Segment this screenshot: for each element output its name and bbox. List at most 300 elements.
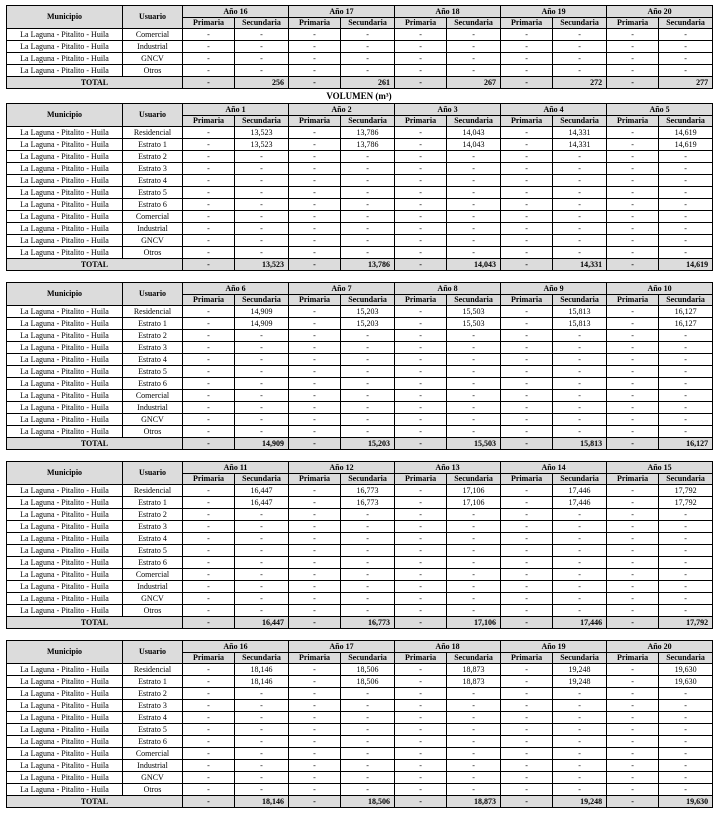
total-primaria-cell: - [289, 617, 341, 629]
primaria-cell: - [395, 378, 447, 390]
primaria-cell: - [289, 199, 341, 211]
usuario-cell: Estrato 3 [123, 163, 183, 175]
municipio-header: Municipio [7, 6, 123, 29]
table-row [7, 330, 713, 342]
secundaria-cell: - [447, 581, 501, 593]
primaria-cell: - [501, 41, 553, 53]
table-row [7, 712, 713, 724]
secundaria-cell: - [235, 378, 289, 390]
primaria-cell: - [289, 151, 341, 163]
total-primaria-cell: - [183, 438, 235, 450]
total-secundaria-cell: 267 [447, 77, 501, 89]
secundaria-cell: - [341, 748, 395, 760]
year-header: Año 7 [289, 283, 395, 295]
primaria-cell: - [183, 485, 235, 497]
table-row [7, 700, 713, 712]
primaria-cell: - [183, 187, 235, 199]
secundaria-cell: - [659, 700, 713, 712]
primaria-cell: - [607, 760, 659, 772]
secundaria-cell: - [447, 390, 501, 402]
secundaria-cell: - [659, 175, 713, 187]
primaria-cell: - [289, 223, 341, 235]
municipio-cell: La Laguna - Pitalito - Huila [7, 712, 123, 724]
secundaria-cell: - [341, 760, 395, 772]
secundaria-cell: - [447, 163, 501, 175]
year-header: Año 17 [289, 641, 395, 653]
primaria-cell: - [183, 354, 235, 366]
primaria-cell: - [183, 664, 235, 676]
secundaria-cell: - [235, 784, 289, 796]
year-header: Año 10 [607, 283, 713, 295]
table-row [7, 53, 713, 65]
year-header: Año 19 [501, 641, 607, 653]
primaria-cell: - [501, 712, 553, 724]
secundaria-cell: - [553, 581, 607, 593]
total-label: TOTAL [7, 796, 183, 808]
primaria-cell: - [395, 676, 447, 688]
primaria-cell: - [183, 247, 235, 259]
primaria-cell: - [501, 127, 553, 139]
primaria-cell: - [607, 378, 659, 390]
primaria-cell: - [289, 497, 341, 509]
municipio-cell: La Laguna - Pitalito - Huila [7, 557, 123, 569]
secundaria-cell: - [235, 569, 289, 581]
primaria-cell: - [607, 485, 659, 497]
municipio-cell: La Laguna - Pitalito - Huila [7, 41, 123, 53]
secundaria-cell: 14,331 [553, 139, 607, 151]
secundaria-cell: 18,146 [235, 676, 289, 688]
secundaria-header: Secundaria [553, 653, 607, 664]
primaria-cell: - [501, 247, 553, 259]
secundaria-cell: - [659, 545, 713, 557]
usuario-cell: Estrato 2 [123, 509, 183, 521]
secundaria-cell: - [553, 533, 607, 545]
primaria-cell: - [289, 318, 341, 330]
total-secundaria-cell: 256 [235, 77, 289, 89]
secundaria-cell: 18,873 [447, 676, 501, 688]
primaria-cell: - [289, 247, 341, 259]
primaria-header: Primaria [607, 116, 659, 127]
secundaria-header: Secundaria [659, 18, 713, 29]
secundaria-cell: - [553, 760, 607, 772]
secundaria-cell: - [235, 29, 289, 41]
total-row [7, 259, 713, 271]
total-primaria-cell: - [501, 77, 553, 89]
usuario-cell: Estrato 5 [123, 366, 183, 378]
secundaria-cell: - [553, 330, 607, 342]
primaria-cell: - [607, 354, 659, 366]
primaria-cell: - [289, 53, 341, 65]
primaria-cell: - [183, 163, 235, 175]
usuario-cell: Estrato 5 [123, 545, 183, 557]
secundaria-cell: - [553, 784, 607, 796]
total-secundaria-cell: 18,506 [341, 796, 395, 808]
table-row [7, 545, 713, 557]
table-row [7, 784, 713, 796]
primaria-cell: - [607, 569, 659, 581]
primaria-cell: - [607, 53, 659, 65]
usuario-cell: Estrato 4 [123, 712, 183, 724]
secundaria-cell: - [553, 247, 607, 259]
usuario-cell: Residencial [123, 664, 183, 676]
usuario-cell: Estrato 4 [123, 533, 183, 545]
secundaria-cell: - [553, 605, 607, 617]
primaria-cell: - [395, 306, 447, 318]
secundaria-cell: - [447, 569, 501, 581]
municipio-cell: La Laguna - Pitalito - Huila [7, 235, 123, 247]
primaria-header: Primaria [395, 18, 447, 29]
secundaria-cell: - [553, 342, 607, 354]
secundaria-cell: - [235, 354, 289, 366]
usuario-cell: Estrato 4 [123, 175, 183, 187]
primaria-cell: - [289, 414, 341, 426]
secundaria-cell: - [235, 390, 289, 402]
header-row-years [7, 283, 713, 295]
primaria-cell: - [607, 187, 659, 199]
primaria-cell: - [183, 509, 235, 521]
total-primaria-cell: - [607, 617, 659, 629]
primaria-cell: - [607, 402, 659, 414]
total-primaria-cell: - [395, 796, 447, 808]
secundaria-cell: - [659, 151, 713, 163]
secundaria-cell: - [341, 533, 395, 545]
secundaria-cell: 13,786 [341, 127, 395, 139]
total-primaria-cell: - [183, 796, 235, 808]
secundaria-cell: - [341, 366, 395, 378]
primaria-cell: - [395, 426, 447, 438]
secundaria-header: Secundaria [341, 295, 395, 306]
secundaria-cell: - [235, 724, 289, 736]
year-header: Año 4 [501, 104, 607, 116]
table-row [7, 569, 713, 581]
usuario-cell: Comercial [123, 390, 183, 402]
primaria-cell: - [183, 211, 235, 223]
usuario-cell: Residencial [123, 127, 183, 139]
secundaria-cell: - [553, 569, 607, 581]
primaria-header: Primaria [607, 18, 659, 29]
secundaria-cell: - [447, 784, 501, 796]
primaria-cell: - [289, 366, 341, 378]
usuario-cell: Estrato 5 [123, 187, 183, 199]
secundaria-cell: - [447, 211, 501, 223]
secundaria-cell: 18,146 [235, 664, 289, 676]
primaria-cell: - [607, 545, 659, 557]
total-secundaria-cell: 18,146 [235, 796, 289, 808]
primaria-cell: - [183, 139, 235, 151]
secundaria-cell: - [235, 712, 289, 724]
primaria-cell: - [183, 760, 235, 772]
secundaria-cell: - [235, 211, 289, 223]
primaria-cell: - [183, 593, 235, 605]
secundaria-cell: - [341, 211, 395, 223]
primaria-cell: - [183, 676, 235, 688]
secundaria-cell: - [659, 605, 713, 617]
secundaria-cell: - [659, 187, 713, 199]
primaria-cell: - [607, 223, 659, 235]
year-header: Año 15 [607, 462, 713, 474]
primaria-cell: - [501, 700, 553, 712]
primaria-cell: - [395, 736, 447, 748]
secundaria-cell: - [235, 426, 289, 438]
primaria-cell: - [607, 211, 659, 223]
secundaria-header: Secundaria [553, 295, 607, 306]
primaria-cell: - [395, 497, 447, 509]
secundaria-header: Secundaria [447, 116, 501, 127]
municipio-cell: La Laguna - Pitalito - Huila [7, 199, 123, 211]
year-header: Año 20 [607, 6, 713, 18]
primaria-cell: - [289, 163, 341, 175]
municipio-cell: La Laguna - Pitalito - Huila [7, 151, 123, 163]
primaria-cell: - [395, 223, 447, 235]
primaria-cell: - [289, 390, 341, 402]
secundaria-cell: - [553, 700, 607, 712]
total-primaria-cell: - [395, 259, 447, 271]
secundaria-cell: 14,909 [235, 318, 289, 330]
primaria-cell: - [607, 235, 659, 247]
total-primaria-cell: - [501, 438, 553, 450]
secundaria-header: Secundaria [341, 18, 395, 29]
table-row [7, 605, 713, 617]
secundaria-cell: - [447, 65, 501, 77]
primaria-cell: - [501, 664, 553, 676]
secundaria-cell: - [235, 53, 289, 65]
primaria-cell: - [289, 29, 341, 41]
municipio-cell: La Laguna - Pitalito - Huila [7, 414, 123, 426]
table-row [7, 247, 713, 259]
secundaria-cell: - [235, 402, 289, 414]
primaria-cell: - [183, 497, 235, 509]
primaria-cell: - [501, 53, 553, 65]
table-row [7, 748, 713, 760]
secundaria-cell: - [447, 509, 501, 521]
usuario-cell: Estrato 6 [123, 199, 183, 211]
primaria-cell: - [289, 676, 341, 688]
primaria-cell: - [501, 354, 553, 366]
secundaria-cell: - [341, 53, 395, 65]
primaria-header: Primaria [183, 18, 235, 29]
municipio-cell: La Laguna - Pitalito - Huila [7, 676, 123, 688]
primaria-cell: - [289, 65, 341, 77]
year-header: Año 14 [501, 462, 607, 474]
primaria-header: Primaria [501, 295, 553, 306]
primaria-cell: - [183, 390, 235, 402]
secundaria-cell: - [553, 402, 607, 414]
header-row-years [7, 641, 713, 653]
municipio-cell: La Laguna - Pitalito - Huila [7, 175, 123, 187]
primaria-cell: - [607, 414, 659, 426]
usuario-cell: GNCV [123, 235, 183, 247]
secundaria-cell: - [341, 724, 395, 736]
volume-table [6, 640, 713, 808]
secundaria-cell: - [553, 390, 607, 402]
total-secundaria-cell: 261 [341, 77, 395, 89]
total-secundaria-cell: 16,773 [341, 617, 395, 629]
secundaria-cell: - [659, 223, 713, 235]
primaria-cell: - [395, 390, 447, 402]
secundaria-cell: - [553, 414, 607, 426]
primaria-cell: - [183, 29, 235, 41]
secundaria-cell: - [235, 163, 289, 175]
primaria-cell: - [395, 151, 447, 163]
primaria-cell: - [183, 330, 235, 342]
table-row [7, 127, 713, 139]
primaria-cell: - [501, 306, 553, 318]
primaria-cell: - [395, 724, 447, 736]
total-secundaria-cell: 17,792 [659, 617, 713, 629]
usuario-cell: Estrato 3 [123, 521, 183, 533]
secundaria-cell: - [447, 342, 501, 354]
secundaria-cell: - [447, 354, 501, 366]
secundaria-cell: - [235, 593, 289, 605]
year-header: Año 20 [607, 641, 713, 653]
municipio-cell: La Laguna - Pitalito - Huila [7, 533, 123, 545]
primaria-cell: - [395, 127, 447, 139]
primaria-cell: - [395, 139, 447, 151]
total-primaria-cell: - [607, 796, 659, 808]
secundaria-header: Secundaria [659, 474, 713, 485]
usuario-cell: Estrato 6 [123, 736, 183, 748]
primaria-cell: - [395, 187, 447, 199]
primaria-cell: - [289, 569, 341, 581]
primaria-cell: - [395, 712, 447, 724]
primaria-cell: - [607, 581, 659, 593]
primaria-cell: - [183, 235, 235, 247]
secundaria-cell: 13,523 [235, 127, 289, 139]
total-primaria-cell: - [183, 259, 235, 271]
primaria-cell: - [183, 772, 235, 784]
primaria-cell: - [395, 199, 447, 211]
primaria-cell: - [395, 569, 447, 581]
municipio-cell: La Laguna - Pitalito - Huila [7, 784, 123, 796]
primaria-cell: - [289, 724, 341, 736]
primaria-cell: - [395, 402, 447, 414]
primaria-cell: - [501, 772, 553, 784]
secundaria-cell: - [447, 330, 501, 342]
table-row [7, 402, 713, 414]
primaria-cell: - [501, 414, 553, 426]
primaria-cell: - [183, 748, 235, 760]
secundaria-cell: - [553, 53, 607, 65]
secundaria-cell: - [235, 175, 289, 187]
primaria-cell: - [501, 569, 553, 581]
primaria-cell: - [289, 175, 341, 187]
secundaria-cell: - [553, 724, 607, 736]
secundaria-cell: - [447, 187, 501, 199]
secundaria-cell: - [341, 151, 395, 163]
primaria-cell: - [183, 366, 235, 378]
municipio-cell: La Laguna - Pitalito - Huila [7, 521, 123, 533]
municipio-cell: La Laguna - Pitalito - Huila [7, 509, 123, 521]
total-primaria-cell: - [501, 796, 553, 808]
primaria-cell: - [395, 593, 447, 605]
primaria-cell: - [395, 521, 447, 533]
secundaria-cell: - [659, 784, 713, 796]
primaria-cell: - [395, 485, 447, 497]
primaria-cell: - [607, 593, 659, 605]
header-row-years [7, 6, 713, 18]
secundaria-cell: - [341, 593, 395, 605]
primaria-cell: - [289, 354, 341, 366]
primaria-header: Primaria [289, 295, 341, 306]
secundaria-cell: - [447, 426, 501, 438]
primaria-cell: - [289, 772, 341, 784]
primaria-cell: - [395, 163, 447, 175]
primaria-cell: - [183, 342, 235, 354]
municipio-cell: La Laguna - Pitalito - Huila [7, 330, 123, 342]
primaria-header: Primaria [289, 474, 341, 485]
primaria-cell: - [395, 318, 447, 330]
secundaria-cell: - [447, 53, 501, 65]
secundaria-cell: - [553, 593, 607, 605]
municipio-cell: La Laguna - Pitalito - Huila [7, 545, 123, 557]
usuario-cell: GNCV [123, 772, 183, 784]
table-row [7, 664, 713, 676]
year-header: Año 8 [395, 283, 501, 295]
municipio-cell: La Laguna - Pitalito - Huila [7, 485, 123, 497]
secundaria-cell: - [553, 211, 607, 223]
primaria-cell: - [607, 700, 659, 712]
secundaria-cell: - [341, 688, 395, 700]
secundaria-cell: - [235, 581, 289, 593]
secundaria-cell: - [341, 41, 395, 53]
secundaria-header: Secundaria [235, 295, 289, 306]
secundaria-header: Secundaria [659, 653, 713, 664]
total-secundaria-cell: 15,813 [553, 438, 607, 450]
primaria-cell: - [183, 151, 235, 163]
primaria-cell: - [289, 139, 341, 151]
primaria-cell: - [289, 211, 341, 223]
primaria-cell: - [183, 318, 235, 330]
usuario-cell: Industrial [123, 581, 183, 593]
primaria-cell: - [183, 700, 235, 712]
primaria-cell: - [501, 676, 553, 688]
primaria-cell: - [395, 760, 447, 772]
municipio-cell: La Laguna - Pitalito - Huila [7, 748, 123, 760]
secundaria-cell: - [447, 151, 501, 163]
municipio-header: Municipio [7, 283, 123, 306]
secundaria-cell: - [341, 247, 395, 259]
primaria-cell: - [501, 378, 553, 390]
usuario-cell: Estrato 5 [123, 724, 183, 736]
municipio-cell: La Laguna - Pitalito - Huila [7, 390, 123, 402]
usuario-cell: Otros [123, 65, 183, 77]
secundaria-cell: - [235, 414, 289, 426]
year-header: Año 13 [395, 462, 501, 474]
secundaria-cell: - [659, 199, 713, 211]
secundaria-cell: - [235, 533, 289, 545]
total-primaria-cell: - [289, 77, 341, 89]
secundaria-header: Secundaria [235, 653, 289, 664]
secundaria-cell: - [553, 748, 607, 760]
primaria-cell: - [289, 712, 341, 724]
secundaria-cell: - [235, 235, 289, 247]
secundaria-cell: 17,106 [447, 485, 501, 497]
primaria-cell: - [289, 533, 341, 545]
usuario-cell: Estrato 6 [123, 378, 183, 390]
table-row [7, 199, 713, 211]
usuario-cell: Industrial [123, 402, 183, 414]
secundaria-cell: - [447, 247, 501, 259]
secundaria-cell: 19,630 [659, 676, 713, 688]
secundaria-cell: - [553, 688, 607, 700]
table-row [7, 533, 713, 545]
primaria-cell: - [395, 545, 447, 557]
primaria-cell: - [607, 175, 659, 187]
primaria-cell: - [183, 414, 235, 426]
secundaria-cell: 14,043 [447, 127, 501, 139]
municipio-cell: La Laguna - Pitalito - Huila [7, 378, 123, 390]
municipio-cell: La Laguna - Pitalito - Huila [7, 223, 123, 235]
